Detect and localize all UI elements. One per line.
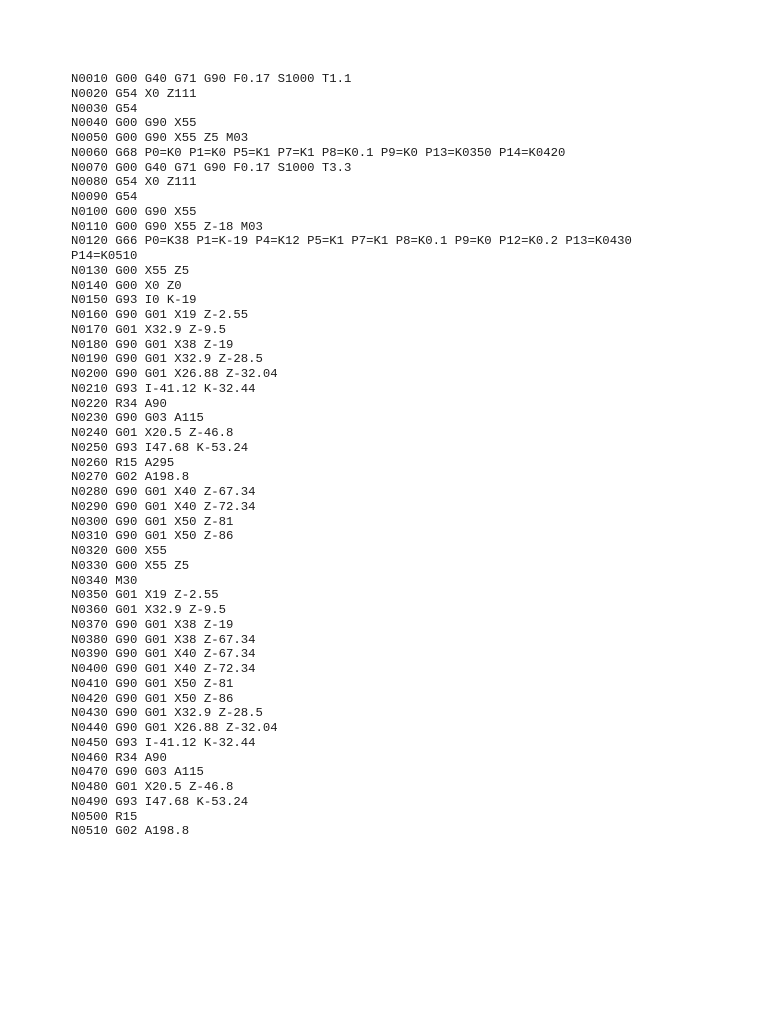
program-line: N0190 G90 G01 X32.9 Z-28.5 <box>71 352 263 367</box>
program-line: N0470 G90 G03 A115 <box>71 765 204 780</box>
program-line: N0320 G00 X55 <box>71 544 167 558</box>
program-line: N0240 G01 X20.5 Z-46.8 <box>71 426 234 440</box>
program-line: N0290 G90 G01 X40 Z-72.34 <box>71 499 256 514</box>
program-line: N0060 G68 P0=K0 P1=K0 P5=K1 P7=K1 P8=K0.1 P9=K0 P13=K0350 P14=K0420 <box>71 145 566 160</box>
program-line: N0210 G93 I-41.12 K-32.44 <box>71 381 256 396</box>
program-line: N0460 R34 A90 <box>71 750 167 765</box>
program-line: N0440 G90 G01 X26.88 Z-32.04 <box>71 721 278 735</box>
program-line: N0040 G00 G90 X55 <box>71 116 197 131</box>
program-line: N0120 G66 P0=K38 P1=K-19 P4=K12 P5=K1 P7=K1 P8=K0.1 P9=K0 P12=K0.2 P13=K0430 P14=K0510 <box>71 234 632 263</box>
program-line: N0490 G93 I47.68 K-53.24 <box>71 794 249 809</box>
program-line: N0170 G01 X32.9 Z-9.5 <box>71 322 226 337</box>
cnc-program-listing <box>71 72 751 839</box>
program-line: N0280 G90 G01 X40 Z-67.34 <box>71 485 256 499</box>
program-line: N0450 G93 I-41.12 K-32.44 <box>71 735 256 750</box>
program-line: N0390 G90 G01 X40 Z-67.34 <box>71 647 256 662</box>
program-line: N0010 G00 G40 G71 G90 F0.17 S1000 T1.1 <box>71 72 352 86</box>
program-line: N0510 G02 A198.8 <box>71 824 190 839</box>
program-line: N0230 G90 G03 A115 <box>71 411 204 426</box>
program-line: N0150 G93 I0 K-19 <box>71 293 197 308</box>
program-line: N0070 G00 G40 G71 G90 F0.17 S1000 T3.3 <box>71 160 352 175</box>
program-line: N0130 G00 X55 Z5 <box>71 263 190 278</box>
program-line: N0180 G90 G01 X38 Z-19 <box>71 337 234 352</box>
program-line: N0050 G00 G90 X55 Z5 M03 <box>71 131 249 145</box>
program-line: N0330 G00 X55 Z5 <box>71 558 190 573</box>
program-line: N0220 R34 A90 <box>71 396 167 411</box>
program-line: N0100 G00 G90 X55 <box>71 204 197 219</box>
program-line: N0500 R15 <box>71 809 138 824</box>
program-line: N0420 G90 G01 X50 Z-86 <box>71 691 234 706</box>
program-line: N0260 R15 A295 <box>71 455 175 470</box>
program-line: N0160 G90 G01 X19 Z-2.55 <box>71 308 249 322</box>
program-line: N0110 G00 G90 X55 Z-18 M03 <box>71 219 263 234</box>
program-line: N0480 G01 X20.5 Z-46.8 <box>71 780 234 794</box>
program-line: N0400 G90 G01 X40 Z-72.34 <box>71 662 256 676</box>
program-line: N0360 G01 X32.9 Z-9.5 <box>71 603 226 617</box>
program-line: N0340 M30 <box>71 573 138 588</box>
program-line: N0140 G00 X0 Z0 <box>71 278 182 293</box>
program-line: N0080 G54 X0 Z111 <box>71 175 197 190</box>
program-line: N0200 G90 G01 X26.88 Z-32.04 <box>71 367 278 381</box>
program-line: N0300 G90 G01 X50 Z-81 <box>71 514 234 529</box>
program-line: N0310 G90 G01 X50 Z-86 <box>71 529 234 544</box>
program-line: N0380 G90 G01 X38 Z-67.34 <box>71 632 256 647</box>
program-line: N0030 G54 <box>71 101 138 116</box>
program-line: N0250 G93 I47.68 K-53.24 <box>71 440 249 455</box>
program-line: N0350 G01 X19 Z-2.55 <box>71 588 219 603</box>
program-line: N0430 G90 G01 X32.9 Z-28.5 <box>71 706 263 721</box>
program-line: N0370 G90 G01 X38 Z-19 <box>71 617 234 632</box>
program-line: N0410 G90 G01 X50 Z-81 <box>71 676 234 691</box>
program-line: N0090 G54 <box>71 190 138 204</box>
program-line: N0020 G54 X0 Z111 <box>71 86 197 101</box>
program-line: N0270 G02 A198.8 <box>71 470 190 485</box>
